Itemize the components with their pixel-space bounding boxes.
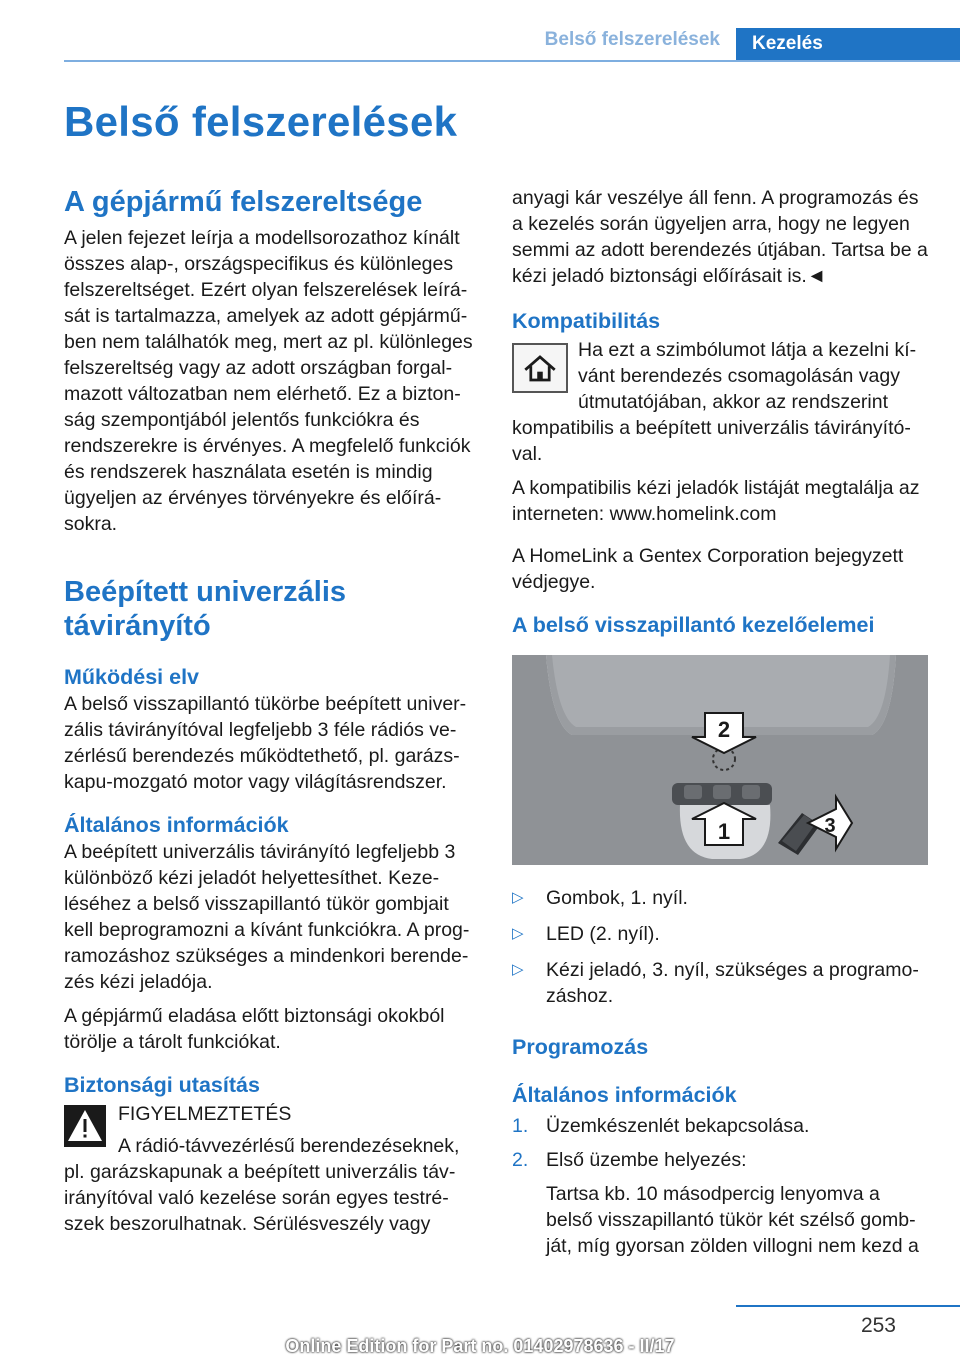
paragraph-compatible-list: A kompatibilis kézi jeladók listáját megtalálja az interneten: www.homelink.com [512,477,920,525]
paragraph-compatibility: Ha ezt a szimbólumot látja a kezelni kívánt berendezés csomagolásán vagy útmutatójában, akkor az rendszerint kompatibilis a beépített univerzális távirányítóval. [512,339,917,465]
list-item: ▷ LED (2. nyíl). [512,923,660,945]
triangle-bullet-icon: ▷ [512,889,524,906]
triangle-bullet-icon: ▷ [512,925,524,942]
programming-steps [512,1113,928,1259]
paragraph-general-2: A gépjármű eladása előtt biztonsági okokból törölje a tárolt funkciókat. [64,1005,445,1053]
heading-compatibility: Kompatibilitás [512,309,661,333]
rearview-mirror-illustration [512,655,928,865]
homelink-house-icon [512,343,568,393]
paragraph-warning-continued: anyagi kár veszélye áll fenn. A programozás és a kezelés során ügyeljen arra, hogy ne legyen semmi az adott berendezés útjában. Tartsa be a kézi jeladó biztonsági előírásait is.◄ [512,187,928,287]
heading-principle: Működési elv [64,665,200,689]
header-section-label: Belső felszerelések [544,29,720,50]
heading-equipment: A gépjármű felszereltsége [64,186,423,218]
page-number: 253 [860,1314,896,1337]
compat-block [512,337,928,467]
left-column [64,185,480,1237]
paragraph-principle: A belső visszapillantó tükörbe beépített univerzális távirányítóval legfeljebb 3 féle rádiós vezérlésű berendezés működtethető, pl. garázskapu-mozgató motor vagy világításrendszer. [64,693,467,793]
warning-text: A rádió-távvezérlésű berendezéseknek, pl. garázskapunak a beépített univerzális távirányítóval való kezelése során egyes testrészek beszorulhatnak. Sérülésveszély vagy [64,1135,460,1235]
heading-safety: Biztonsági utasítás [64,1073,260,1097]
paragraph-general-1: A beépített univerzális távirányító legfeljebb 3 különböző kézi jeladót helyettesíthet. Kezeléséhez a belső visszapillantó tükör gombjait kell beprogramozni a kívánt funkciókra. A programozáshoz szükséges a mindenkori berendezés kézi jeladója. [64,841,470,993]
controls-list [512,885,928,1009]
heading-general-info: Általános információk [64,813,289,837]
warning-title: FIGYELMEZTETÉS [118,1103,292,1125]
header-rule [64,60,960,62]
header-tab[interactable]: Kezelés [736,28,960,62]
footer-edition: Online Edition for Part no. 01402978636 - II/17 [285,1336,675,1356]
figure-label-1: 1 [717,819,731,844]
mirror-figure [512,655,928,865]
figure-label-2: 2 [717,717,731,742]
heading-mirror-controls: A belső visszapillantó kezelőelemei [512,613,875,637]
list-item: ▷ Gombok, 1. nyíl. [512,887,688,909]
warning-block [64,1101,480,1237]
step-item: 1. Üzemkészenlét bekapcsolása. [512,1115,810,1137]
step-2-detail: Tartsa kb. 10 másodpercig lenyomva a belső visszapillantó tükör két szélső gombját, míg gyorsan zölden villogni nem kezd a [546,1183,919,1257]
heading-programming: Programozás [512,1035,649,1059]
footer-rule [736,1305,960,1307]
heading-general-info-2: Általános információk [512,1083,737,1107]
paragraph-equipment: A jelen fejezet leírja a modellsorozathoz kínált összes alap-, országspecifikus és különleges felszereltséget. Ezért olyan felszerelések leírását is tartalmazza, amelyek az adott gépjárműben nem találhatók meg, mert az pl. különleges felszereltség vagy az adott országban forgalmazott változatban nem elérhető. Ez a biztonság szempontjából jelentős funkciókra és rendszerekre is érvényes. A megfelelő funkciók és rendszerek használata esetén is mindig ügyeljen az érvényes törvényekre és előírásokra. [64,227,473,535]
list-item: ▷ Kézi jeladó, 3. nyíl, szükséges a programozáshoz. [512,959,919,1007]
page-title: Belső felszerelések [64,98,458,145]
figure-label-3: 3 [824,815,836,837]
right-column [512,185,928,1259]
paragraph-trademark: A HomeLink a Gentex Corporation bejegyzett védjegye. [512,545,904,593]
heading-universal-remote: Beépített univerzális távirányító [64,576,347,642]
triangle-bullet-icon: ▷ [512,961,524,978]
step-item: 2. Első üzembe helyezés: [512,1149,747,1171]
warning-triangle-icon [64,1105,106,1147]
